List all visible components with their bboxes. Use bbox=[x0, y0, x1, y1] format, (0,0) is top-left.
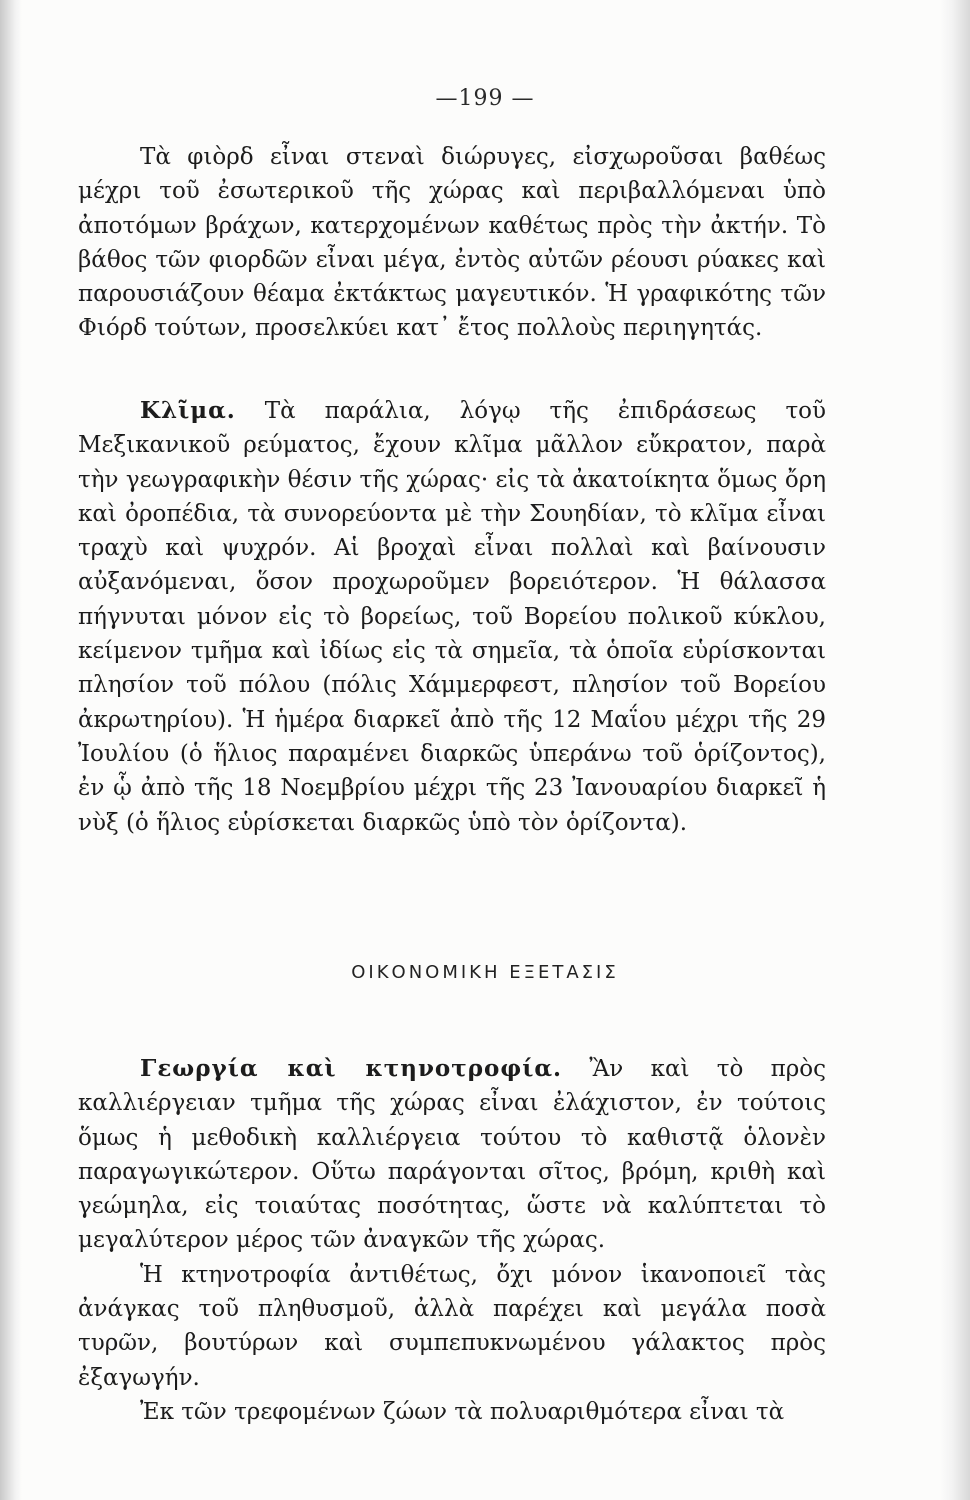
paragraph-livestock: Ἡ κτηνοτροφία ἀντιθέτως, ὄχι μόνον ἱκανοποιεῖ τὰς ἀνάγκας τοῦ πληθυσμοῦ, ἀλλὰ παρέχει καὶ μεγάλα ποσὰ τυρῶν, βουτύρων καὶ συμπεπυκνωμένου γάλακτος πρὸς ἐξαγωγήν. bbox=[78, 1261, 826, 1391]
page-number: —199 — bbox=[435, 86, 535, 111]
paragraph-climate-block bbox=[78, 394, 826, 840]
paragraph-fjords: Τὰ φιὸρδ εἶναι στεναὶ διώρυγες, εἰσχωροῦσαι βαθέως μέχρι τοῦ ἐσωτερικοῦ τῆς χώρας καὶ περιβαλλόμεναι ὑπὸ ἀποτόμων βράχων, κατερχομένων καθέτως πρὸς τὴν ἀκτήν. Τὸ βάθος τῶν φιορδῶν εἶναι μέγα, ἐντὸς αὐτῶν ρέουσι ρύακες καὶ παρουσιάζουν θέαμα ἐκτάκτως μαγευτικόν. Ἡ γραφικότης τῶν Φιόρδ τούτων, προσελκύει κατ᾽ ἔτος πολλοὺς περιηγητάς. bbox=[78, 144, 826, 342]
climate-body: Τὰ παράλια, λόγῳ τῆς ἐπιδράσεως τοῦ Μεξικανικοῦ ρεύματος, ἔχουν κλῖμα μᾶλλον εὔκρατον, παρὰ τὴν γεωγραφικὴν θέσιν τῆς χώρας· εἰς τὰ ἀκατοίκητα ὅμως ὄρη καὶ ὀροπέδια, τὰ συνορεύοντα μὲ τὴν Σουηδίαν, τὸ κλῖμα εἶναι τραχὺ καὶ ψυχρόν. Αἱ βροχαὶ εἶναι πολλαὶ καὶ βαίνουσιν αὐξανόμεναι, ὅσον προχωροῦμεν βορειότερον. Ἡ θάλασσα πήγνυται μόνον εἰς τὸ βορείως, τοῦ Βορείου πολικοῦ κύκλου, κείμενον τμῆμα καὶ ἰδίως εἰς τὰ σημεῖα, τὰ ὁποῖα εὑρίσκονται πλησίον τοῦ πόλου (πόλις Χάμμερφεστ, πλησίον τοῦ Βορείου ἀκρωτηρίου). Ἡ ἡμέρα διαρκεῖ ἀπὸ τῆς 12 Μαΐου μέχρι τῆς 29 Ἰουλίου (ὁ ἥλιος παραμένει διαρκῶς ὑπεράνω τοῦ ὁρίζοντος), ἐν ᾧ ἀπὸ τῆς 18 Νοεμβρίου μέχρι τῆς 23 Ἰανουαρίου διαρκεῖ ἡ νὺξ (ὁ ἥλιος εὑρίσκεται διαρκῶς ὑπὸ τὸν ὁρίζοντα). bbox=[78, 398, 826, 836]
page-edge-left bbox=[0, 0, 22, 1500]
page-edge-right bbox=[940, 0, 970, 1500]
heading-agriculture: Γεωργία καὶ κτηνοτροφία. bbox=[140, 1055, 563, 1082]
paragraph-fjords-block bbox=[78, 140, 826, 346]
paragraph-climate bbox=[78, 394, 826, 840]
section-title: ΟΙΚΟΝΟΜΙΚΗ ΕΞΕΤΑΣΙΣ bbox=[351, 962, 619, 983]
economy-block bbox=[78, 1052, 826, 1429]
paragraph-animals: Ἐκ τῶν τρεφομένων ζώων τὰ πολυαριθμότερα εἶναι τὰ bbox=[140, 1398, 785, 1425]
paragraph-agriculture bbox=[78, 1052, 826, 1258]
agriculture-body: Ἂν καὶ τὸ πρὸς καλλιέργειαν τμῆμα τῆς χώρας εἶναι ἐλάχιστον, ἐν τούτοις ὅμως ἡ μεθοδικὴ καλλιέργεια τούτου τὸ καθιστᾷ ὁλονὲν παραγωγικώτερον. Οὕτω παράγονται σῖτος, βρόμη, κριθὴ καὶ γεώμηλα, εἰς τοιαύτας ποσότητας, ὥστε νὰ καλύπτεται τὸ μεγαλύτερον μέρος τῶν ἀναγκῶν τῆς χώρας. bbox=[78, 1056, 826, 1254]
heading-climate: Κλῖμα. bbox=[140, 397, 236, 424]
